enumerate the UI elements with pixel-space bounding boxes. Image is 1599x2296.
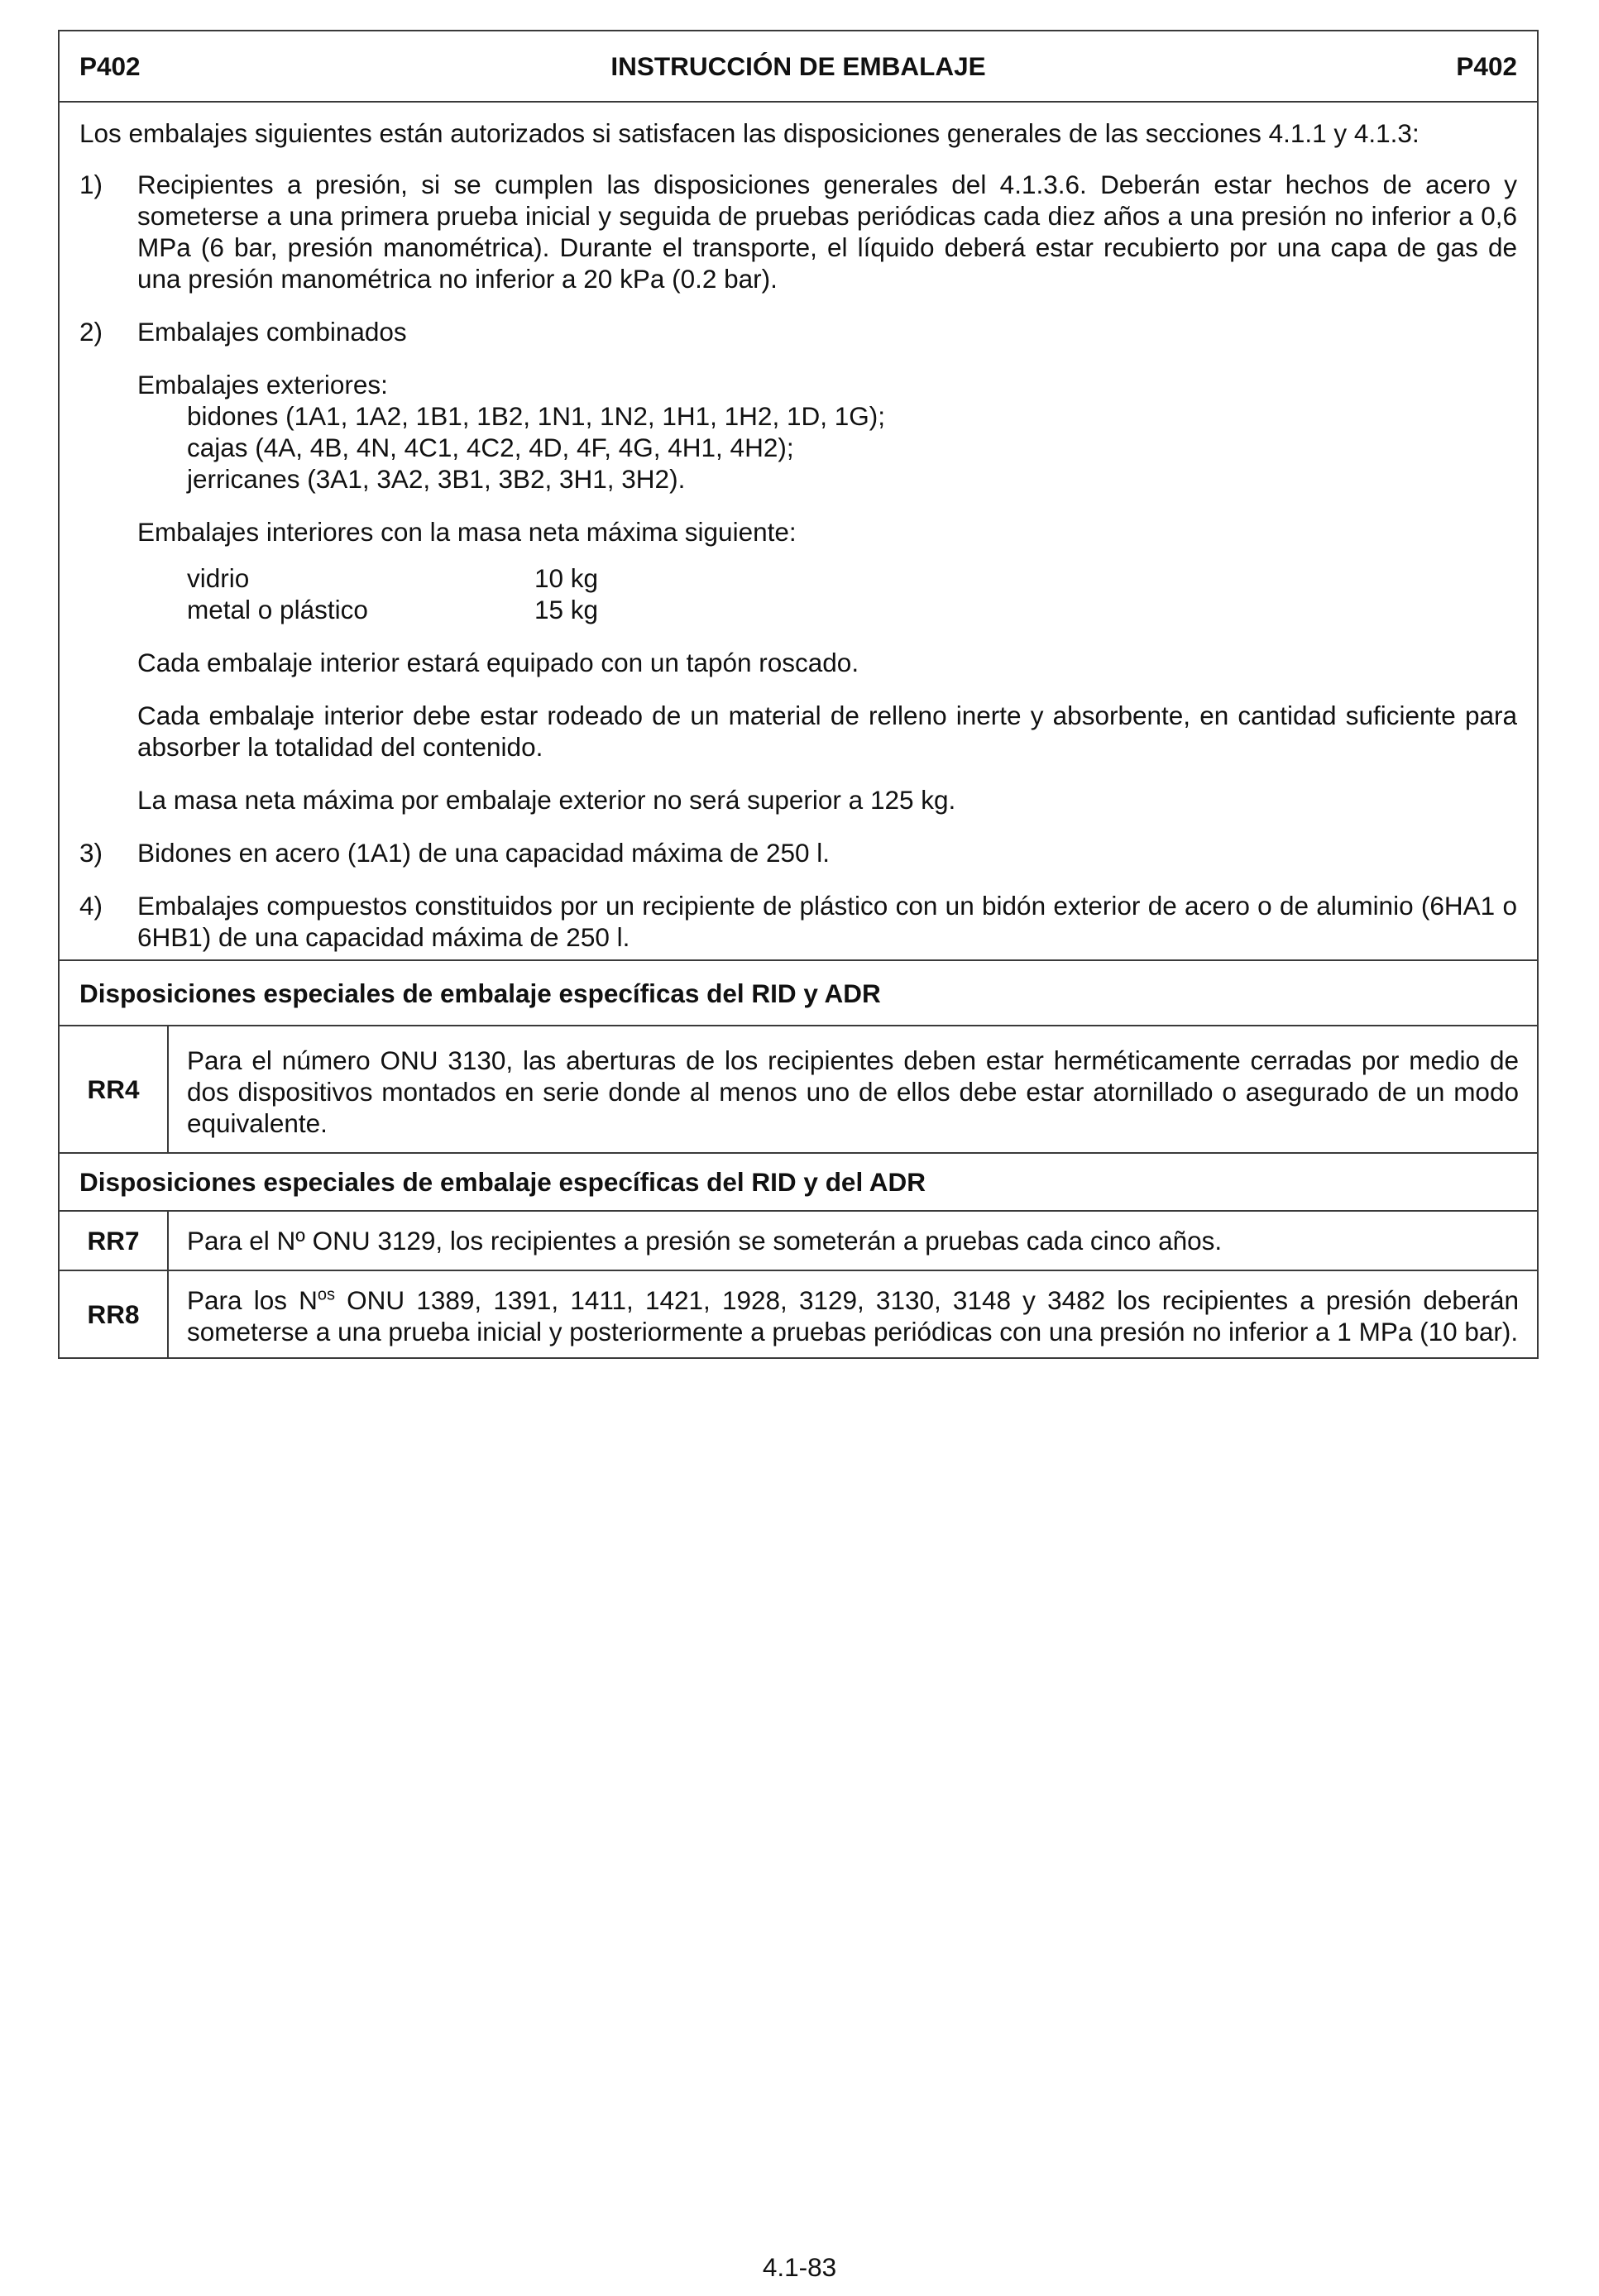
provision-text-prefix: Para los N — [187, 1285, 318, 1315]
item-text: Embalajes compuestos constituidos por un recipiente de plástico con un bidón exterior de acero o de aluminio (6HA1 o 6HB1) de una capacidad máxima de 250 l. — [137, 891, 1517, 952]
item-number: 1) — [79, 170, 103, 199]
outer-packagings — [137, 369, 1517, 495]
header-title: INSTRUCCIÓN DE EMBALAJE — [610, 51, 986, 81]
item-text: Bidones en acero (1A1) de una capacidad máxima de 250 l. — [137, 838, 831, 868]
section-title-rid-adr: Disposiciones especiales de embalaje específicas del RID y ADR — [60, 959, 1537, 1025]
list-item-4 — [79, 890, 1517, 953]
section-title-rid-del-adr: Disposiciones especiales de embalaje específicas del RID y del ADR — [60, 1152, 1537, 1210]
provision-text: Para el número ONU 3130, las aberturas de los recipientes deben estar herméticamente cerradas por medio de dos dispositivos montados en serie donde al menos uno de ellos debe estar atornillado o asegurado de un modo equivalente. — [187, 1045, 1519, 1138]
table-header — [60, 31, 1537, 103]
item-number: 3) — [79, 838, 103, 868]
mass-table-value: 15 kg — [534, 595, 599, 624]
inner-label: Embalajes interiores con la masa neta máxima siguiente: — [137, 517, 797, 547]
item-number: 4) — [79, 891, 103, 921]
item-text: Recipientes a presión, si se cumplen las disposiciones generales del 4.1.3.6. Deberán estar hechos de acero y someterse a una primera prueba inicial y seguida de pruebas periódicas cada diez años a una presión no inferior a 0,6 MPa (6 bar, presión manométrica). Durante el transporte, el líquido deberá estar recubierto por una capa de gas de una presión manométrica no inferior a 20 kPa (0.2 bar). — [137, 170, 1517, 294]
main-body — [60, 103, 1537, 959]
provision-code: RR7 — [60, 1212, 169, 1270]
provision-text-rest: ONU 1389, 1391, 1411, 1421, 1928, 3129, 3130, 3148 y 3482 los recipientes a presión deberán someterse a una prueba inicial y posteriormente a pruebas periódicas con una presión no inferior a 1 MPa (10 bar). — [187, 1285, 1519, 1347]
outer-list-item: jerricanes (3A1, 3A2, 3B1, 3B2, 3H1, 3H2). — [187, 464, 686, 494]
inner-mass-table — [137, 562, 1517, 625]
mass-table-material: vidrio — [187, 563, 250, 593]
outer-list-item: bidones (1A1, 1A2, 1B1, 1B2, 1N1, 1N2, 1H1, 1H2, 1D, 1G); — [187, 401, 885, 431]
provision-row — [60, 1025, 1537, 1152]
mass-table-material: metal o plástico — [187, 595, 368, 624]
header-left-code: P402 — [79, 51, 141, 81]
cap-requirement: Cada embalaje interior estará equipado con un tapón roscado. — [137, 648, 859, 677]
packing-instruction-table — [58, 30, 1539, 1359]
provision-row — [60, 1270, 1537, 1357]
header-right-code: P402 — [1456, 51, 1517, 81]
combined-title: Embalajes combinados — [137, 317, 407, 347]
list-item-3 — [79, 837, 1517, 868]
provision-text — [169, 1271, 1537, 1357]
provision-row — [60, 1210, 1537, 1270]
intro-paragraph: Los embalajes siguientes están autorizados si satisfacen las disposiciones generales de las secciones 4.1.1 y 4.1.3: — [79, 118, 1419, 148]
provision-code: RR4 — [60, 1026, 169, 1152]
max-mass-requirement: La masa neta máxima por embalaje exterior no será superior a 125 kg. — [137, 785, 956, 815]
page-number: 4.1-83 — [762, 2252, 837, 2282]
outer-label: Embalajes exteriores: — [137, 370, 388, 399]
mass-table-value: 10 kg — [534, 563, 599, 593]
absorbent-requirement: Cada embalaje interior debe estar rodeado de un material de relleno inerte y absorbente, en cantidad suficiente para absorber la totalidad del contenido. — [137, 701, 1517, 762]
superscript-os: os — [317, 1285, 336, 1304]
item-number: 2) — [79, 317, 103, 347]
list-item-1 — [79, 169, 1517, 294]
provision-code: RR8 — [60, 1271, 169, 1357]
outer-list-item: cajas (4A, 4B, 4N, 4C1, 4C2, 4D, 4F, 4G, 4H1, 4H2); — [187, 433, 794, 462]
provision-text: Para el Nº ONU 3129, los recipientes a presión se someterán a pruebas cada cinco años. — [187, 1226, 1223, 1256]
combined-packagings — [137, 316, 1517, 816]
list-item-2 — [79, 316, 1517, 816]
